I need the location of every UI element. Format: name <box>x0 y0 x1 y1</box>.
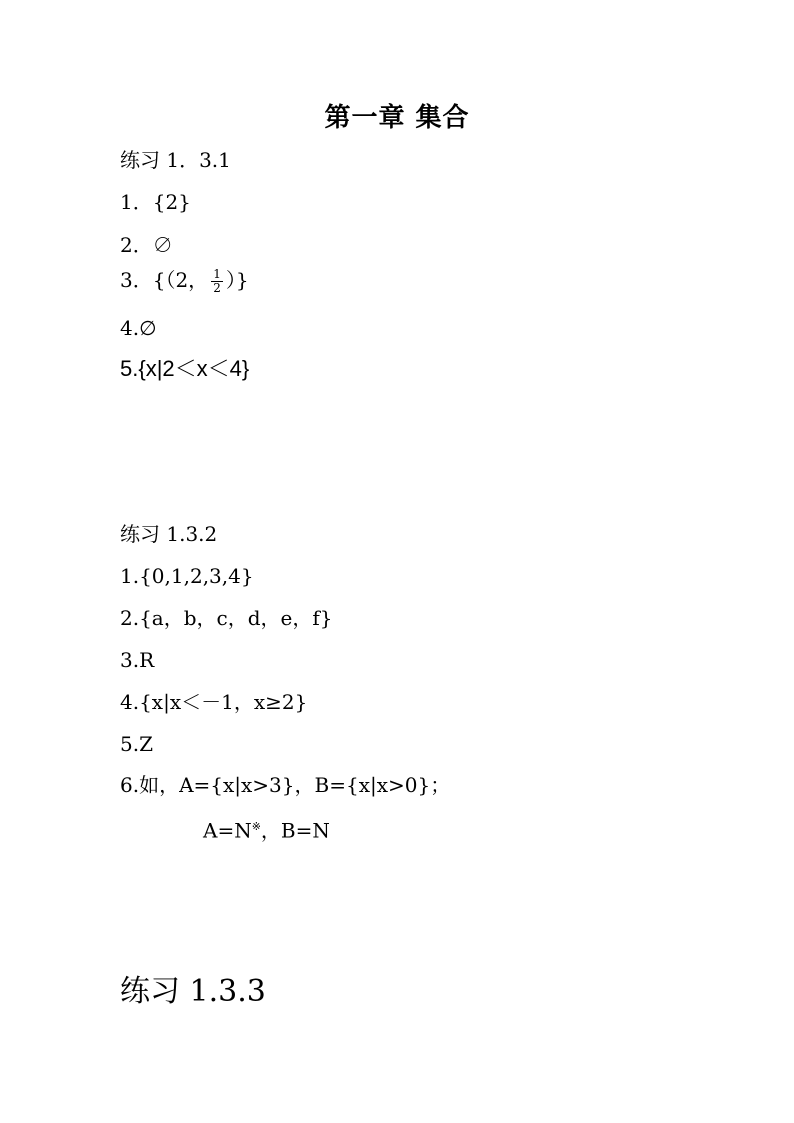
answer-2: 2.{a，b，c，d，e，f} <box>120 606 333 630</box>
answer-5: 5.{x|2＜x＜4} <box>120 356 250 381</box>
answer-1: 1.{0,1,2,3,4} <box>120 564 254 588</box>
answer-3: 3.R <box>120 648 155 672</box>
b-equals-n: ，B=N <box>260 818 330 843</box>
fraction-numerator: 1 <box>213 267 221 281</box>
answer-4: 4.{x|x＜－1，x≥2} <box>120 690 308 714</box>
exercise-heading-1-3-3: 练习 1.3.3 <box>120 974 266 1009</box>
answer-4: 4.∅ <box>120 316 157 340</box>
exercise-heading-1-3-1: 练习 1．3.1 <box>120 148 231 172</box>
answer-3-prefix: 3．{（2， <box>120 268 209 292</box>
answer-3-suffix: ）} <box>225 268 249 292</box>
exercise-heading-1-3-2: 练习 1.3.2 <box>120 522 218 546</box>
answer-1: 1．{2} <box>120 190 191 214</box>
answer-3 <box>120 266 249 295</box>
one-half-fraction <box>211 268 223 295</box>
answer-6-continuation <box>203 813 330 845</box>
answer-6: 6.如，A={x|x>3}，B={x|x>0}； <box>120 773 451 797</box>
chapter-title: 第一章 集合 <box>324 103 470 133</box>
fraction-denominator: 2 <box>213 281 221 295</box>
reference-mark: ※ <box>251 820 261 833</box>
a-equals-n: A=N <box>203 818 252 843</box>
answer-5: 5.Z <box>120 732 153 756</box>
answer-2: 2．∅ <box>120 233 173 257</box>
